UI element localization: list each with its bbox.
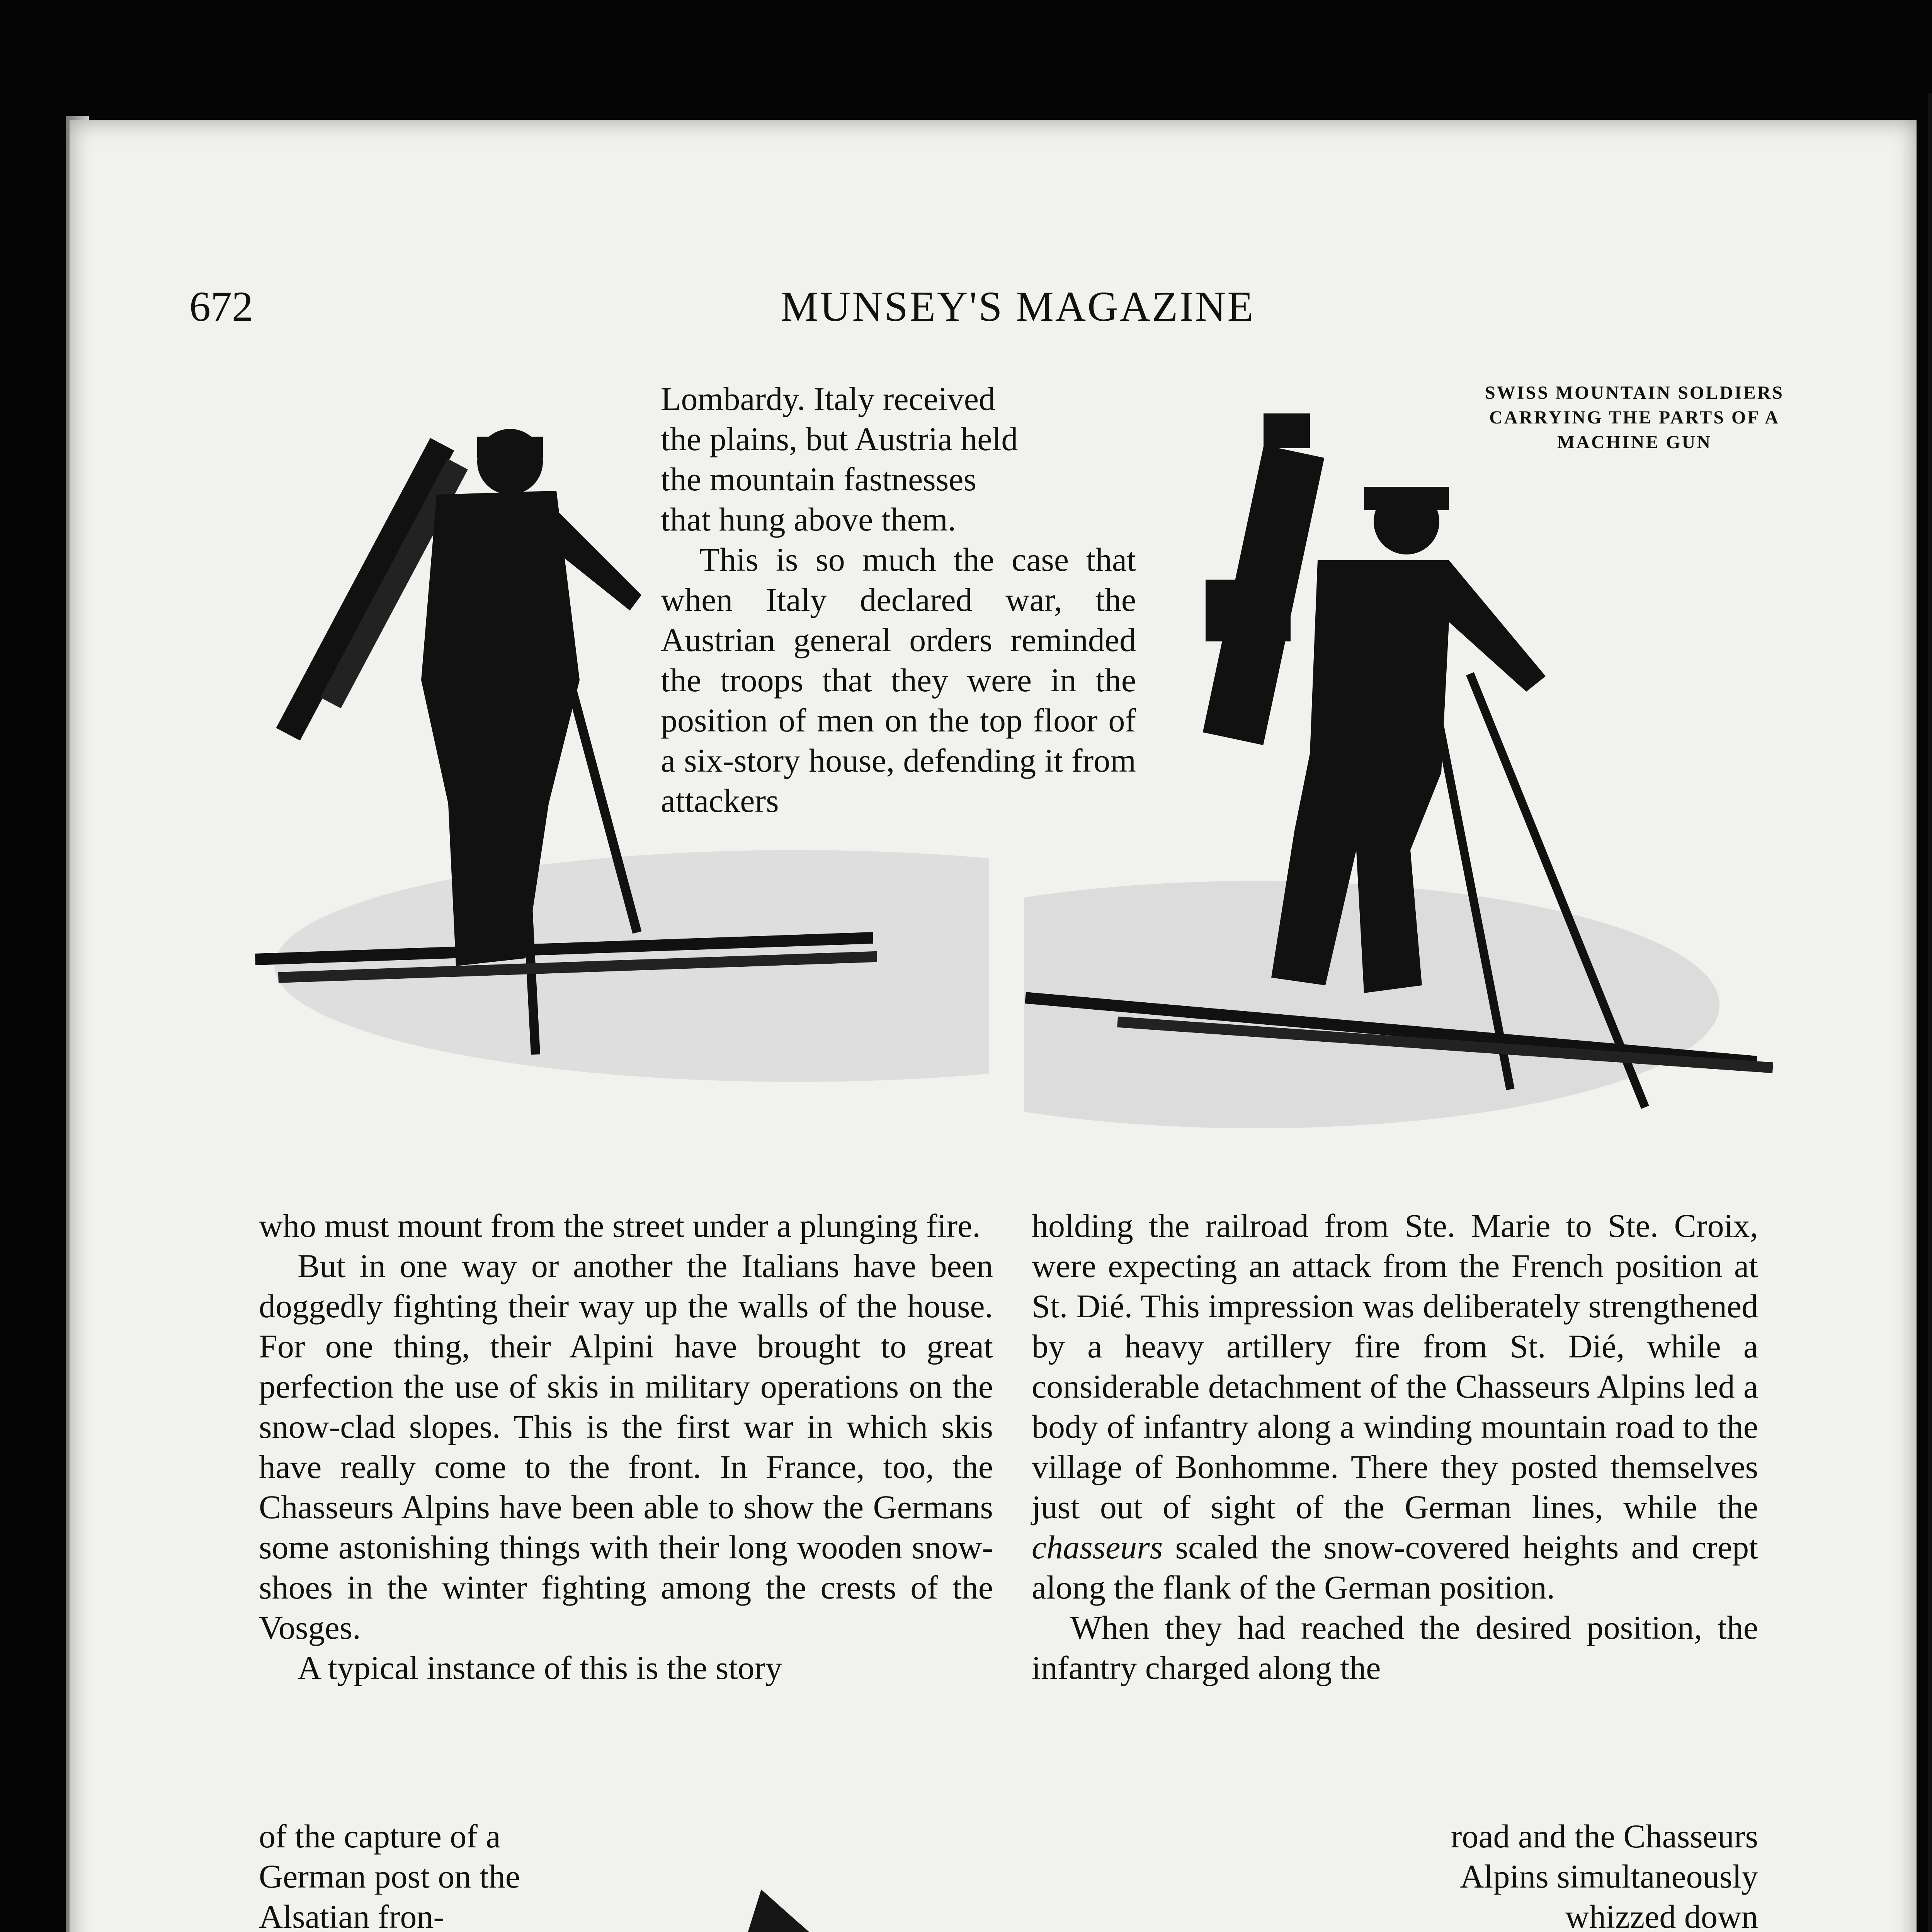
left-column: [259, 1206, 993, 1688]
left-paragraph-1: who must mount from the street under a plunging fire.: [259, 1207, 981, 1244]
photo-mountain-artillery: [328, 1847, 1700, 1932]
top-line-4: that hung above them.: [661, 501, 956, 538]
running-head: MUNSEY'S MAGAZINE: [781, 283, 1255, 330]
left-paragraph-3: A typical instance of this is the story: [298, 1649, 782, 1686]
right-paragraph-2: When they had reached the desired position, the infantry charged along the: [1032, 1609, 1758, 1686]
left-paragraph-2: But in one way or another the Italians have been doggedly fighting their way up the walls of the house. For one thing, their Alpini have brought to great perfection the use of skis in military operations on the snow-clad slopes. This is the first war in which skis have really come to the front. In France, too, the Chasseurs Alpins have been able to show the Germans some astonishing things with their long wooden snow-shoes in the winter fighting among the crests of the Vosges.: [259, 1247, 993, 1646]
top-line-3: the mountain fastnesses: [661, 461, 976, 498]
top-line-1: Lombardy. Italy received: [661, 380, 995, 417]
photo-ski-soldier-right: [1024, 406, 1777, 1159]
right-column: [1032, 1206, 1758, 1688]
right-wrap-line-3: whizzed down: [1565, 1898, 1758, 1932]
right-paragraph-1-a: holding the railroad from Ste. Marie to Ste. Croix, were expecting an attack from the French position at St. Dié. This impression was deliberately strengthened by a heavy artillery fire from St. Dié, while a considerable detachment of the Chasseurs Alpins led a body of infantry along a winding mountain road to the village of Bonhomme. There they posted themselves just out of sight of the German lines, while the: [1032, 1207, 1758, 1526]
left-wrap-line-3: Alsatian fron-: [259, 1898, 445, 1932]
top-text-block: [661, 379, 1136, 821]
page-number: 672: [189, 283, 253, 330]
chasseurs-italic: chasseurs: [1032, 1529, 1163, 1566]
caption-machine-gun: SWISS MOUNTAIN SOLDIERS CARRYING THE PARTS OF A MACHINE GUN: [1485, 383, 1784, 452]
right-wrap-line-2: Alpins simultaneously: [1460, 1858, 1758, 1895]
top-line-2: the plains, but Austria held: [661, 420, 1018, 457]
right-paragraph-1: [1032, 1206, 1758, 1607]
right-paragraph-1-b: scaled the snow-covered heights and crept along the flank of the German position.: [1032, 1529, 1758, 1606]
left-wrap-line-1: of the capture of a: [259, 1818, 501, 1855]
top-paragraph-2: This is so much the case that when Italy declared war, the Austrian general orders reminded the troops that they were in the position of men on the top floor of a six-story house, defending it from attackers: [661, 541, 1136, 819]
next-page-edge: [1928, 93, 1932, 1932]
left-wrap-line-2: German post on the: [259, 1858, 520, 1895]
right-wrap-line-1: road and the Chasseurs: [1451, 1818, 1758, 1855]
